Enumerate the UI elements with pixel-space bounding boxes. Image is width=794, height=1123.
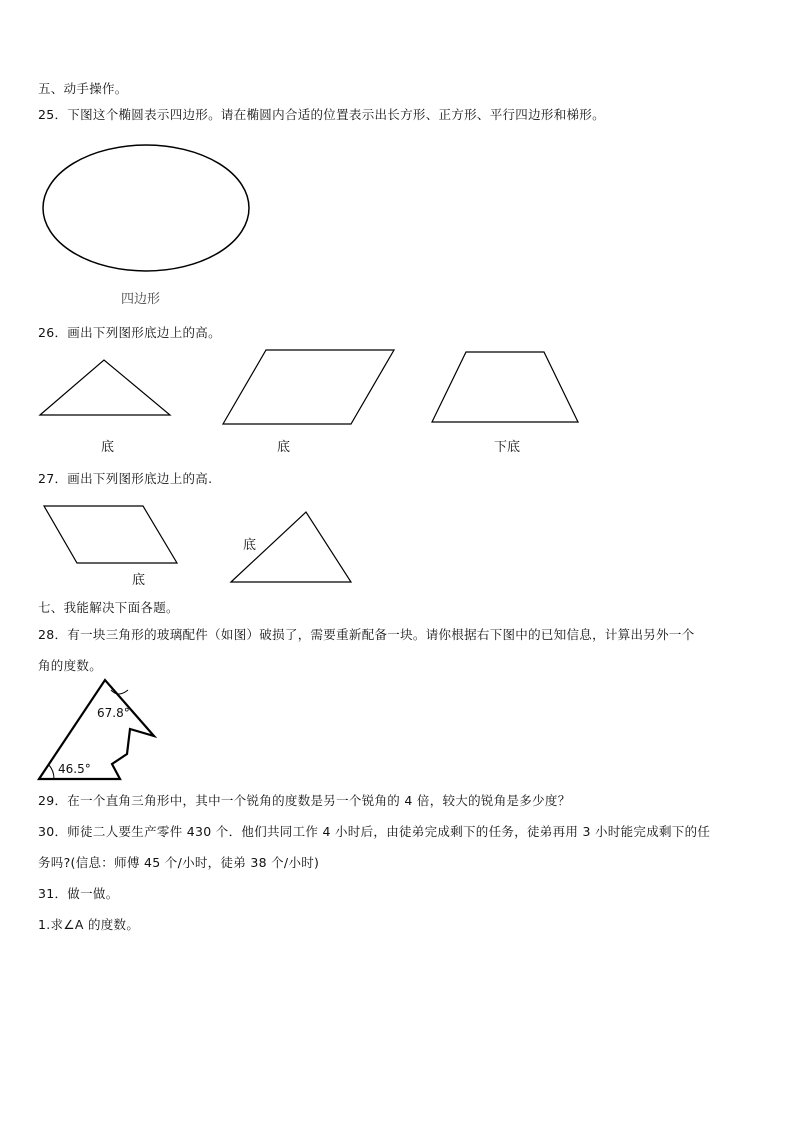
question-30-line2: 务吗?(信息：师傅 45 个/小时，徒弟 38 个/小时) <box>38 855 320 870</box>
trapezoid-base-label: 下底 <box>494 440 521 455</box>
q27-triangle <box>231 512 351 582</box>
question-27: 27．画出下列图形底边上的高. <box>38 471 213 486</box>
q27-parallelogram <box>44 506 177 563</box>
ellipse-caption: 四边形 <box>121 292 161 307</box>
q27-triangle-base-label: 底 <box>243 538 257 553</box>
parallelogram-base-label: 底 <box>277 440 291 455</box>
question-26: 26．画出下列图形底边上的高。 <box>38 325 221 340</box>
angle-bottom-label: 46.5° <box>58 762 91 776</box>
quadrilateral-ellipse <box>43 145 249 271</box>
q27-parallelogram-base-label: 底 <box>132 573 146 588</box>
question-30-line1: 30．师徒二人要生产零件 430 个．他们共同工作 4 小时后，由徒弟完成剩下的任务，徒弟再用 3 小时能完成剩下的任 <box>38 824 711 839</box>
q26-triangle <box>40 360 170 415</box>
question-29: 29．在一个直角三角形中，其中一个锐角的度数是另一个锐角的 4 倍，较大的锐角是多少度？ <box>38 793 571 808</box>
q26-trapezoid <box>432 352 578 422</box>
q26-parallelogram <box>223 350 394 424</box>
broken-glass-triangle <box>39 680 154 779</box>
section-seven-heading: 七、我能解决下面各题。 <box>38 600 179 615</box>
angle-top-label: 67.8° <box>97 706 130 720</box>
question-31-sub: 1.求∠A 的度数。 <box>38 917 140 932</box>
section-five-heading: 五、动手操作。 <box>38 81 128 96</box>
angle-bottom-arc <box>49 765 54 779</box>
question-28-line2: 角的度数。 <box>38 658 103 673</box>
question-28-line1: 28．有一块三角形的玻璃配件（如图）破损了，需要重新配备一块。请你根据右下图中的已知信息，计算出另外一个 <box>38 627 695 642</box>
question-25: 25．下图这个椭圆表示四边形。请在椭圆内合适的位置表示出长方形、正方形、平行四边形和梯形。 <box>38 107 605 122</box>
question-31: 31．做一做。 <box>38 886 119 901</box>
triangle-base-label: 底 <box>101 440 115 455</box>
